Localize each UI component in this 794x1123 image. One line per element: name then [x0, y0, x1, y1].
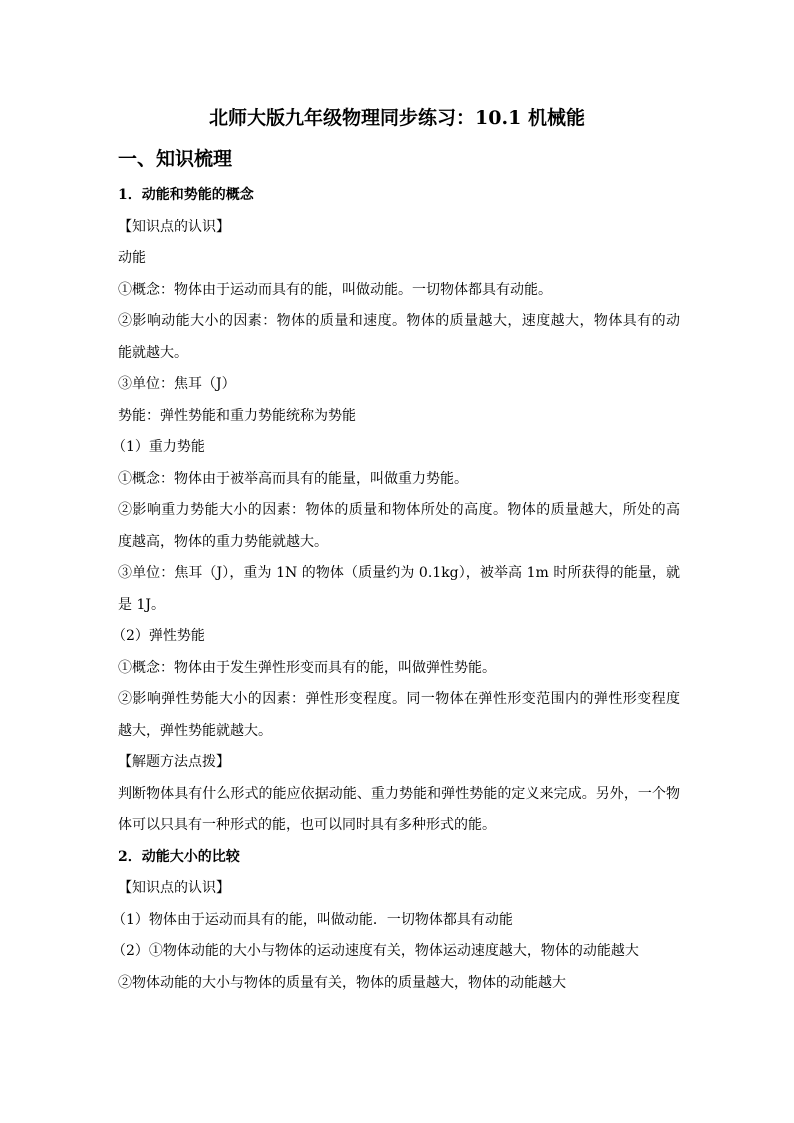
text-line: ①概念：物体由于发生弹性形变而具有的能，叫做弹性势能。 — [118, 659, 496, 676]
text-line: ②物体动能的大小与物体的质量有关，物体的质量越大，物体的动能越大 — [118, 974, 566, 991]
text-line: 是 1J。 — [118, 596, 165, 613]
text-line: 【知识点的认识】 — [118, 218, 230, 235]
text-line: （2）弹性势能 — [112, 628, 205, 644]
text-line: 能就越大。 — [118, 344, 188, 361]
text-line: （1）物体由于运动而具有的能，叫做动能．一切物体都具有动能 — [112, 911, 513, 928]
text-line: （2）①物体动能的大小与物体的运动速度有关，物体运动速度越大，物体的动能越大 — [112, 943, 639, 959]
text-line: 判断物体具有什么形式的能应依据动能、重力势能和弹性势能的定义来完成。另外，一个物 — [118, 785, 680, 802]
document-body — [112, 180, 680, 999]
text-line: ②影响重力势能大小的因素：物体的质量和物体所处的高度。物体的质量越大，所处的高 — [118, 502, 680, 518]
text-line: ②影响动能大小的因素：物体的质量和速度。物体的质量越大，速度越大，物体具有的动 — [118, 313, 680, 329]
text-line: 势能：弹性势能和重力势能统称为势能 — [118, 407, 356, 424]
section-heading: 一、知识梳理 — [118, 148, 233, 170]
text-line: 体可以只具有一种形式的能，也可以同时具有多种形式的能。 — [118, 817, 496, 833]
text-line: 度越高，物体的重力势能就越大。 — [118, 533, 328, 550]
text-line: ①概念：物体由于被举高而具有的能量，叫做重力势能。 — [118, 470, 468, 487]
text-line: ①概念：物体由于运动而具有的能，叫做动能。一切物体都具有动能。 — [118, 281, 552, 298]
text-line: 动能 — [118, 250, 146, 266]
text-line: 2．动能大小的比较 — [118, 848, 240, 865]
text-line: 越大，弹性势能就越大。 — [118, 722, 272, 739]
text-line: 【知识点的认识】 — [118, 880, 230, 896]
text-line: ③单位：焦耳（J） — [118, 376, 236, 392]
text-line: ②影响弹性势能大小的因素：弹性形变程度。同一物体在弹性形变范围内的弹性形变程度 — [118, 691, 680, 707]
document-title: 北师大版九年级物理同步练习：10.1 机械能 — [209, 107, 585, 129]
text-line: ③单位：焦耳（J），重为 1N 的物体（质量约为 0.1kg），被举高 1m 时所获得的能量，就 — [118, 565, 680, 581]
text-line: （1）重力势能 — [112, 439, 205, 455]
text-line: 【解题方法点拨】 — [118, 754, 230, 770]
text-line: 1．动能和势能的概念 — [118, 187, 254, 203]
